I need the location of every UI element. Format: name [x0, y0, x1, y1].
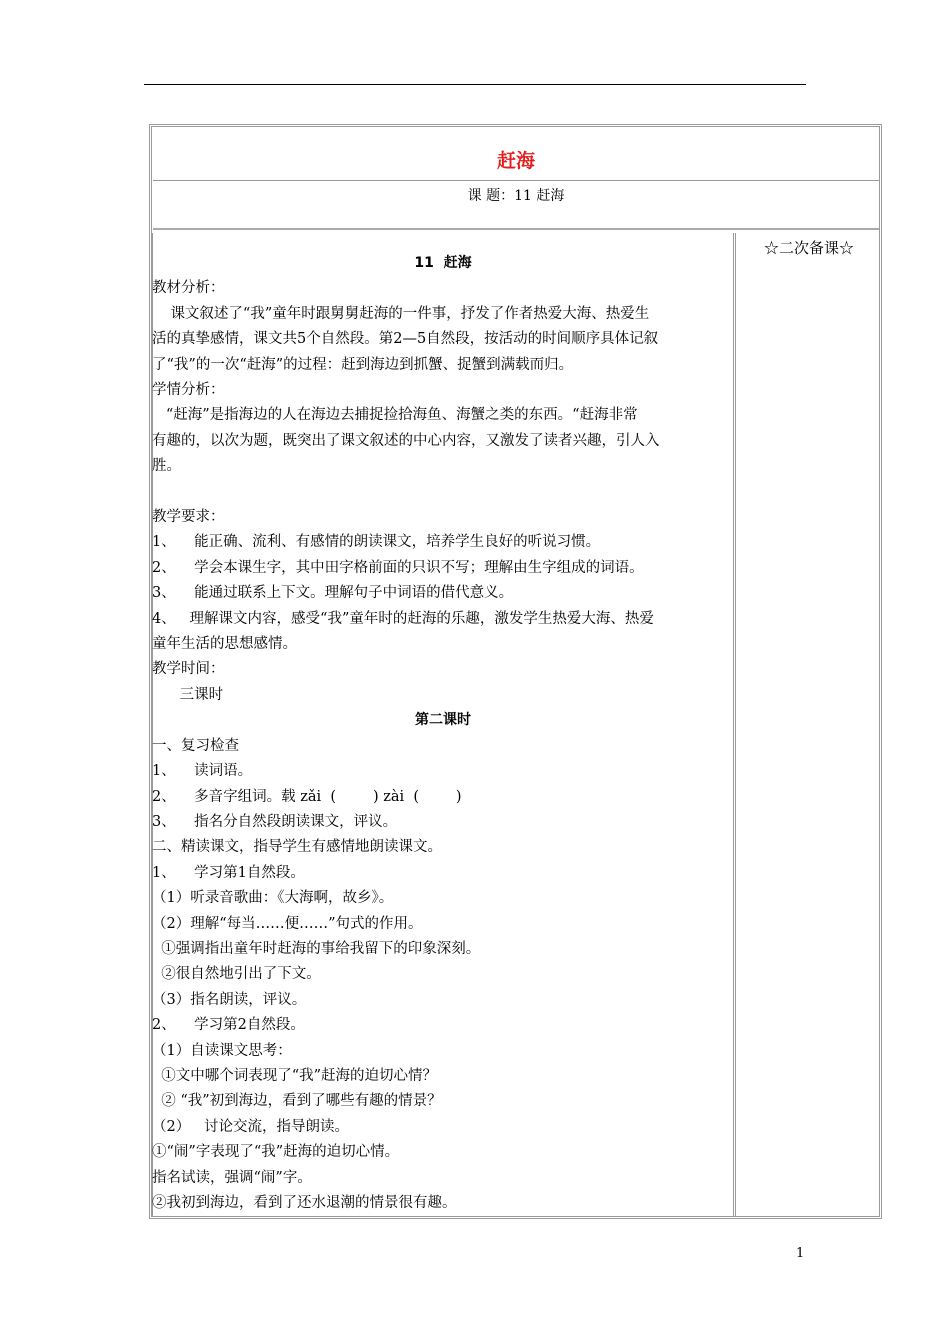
body-line: 1、 能正确、流利、有感情的朗读课文，培养学生良好的听说习惯。	[152, 534, 601, 551]
body-line: 学情分析：	[152, 382, 225, 399]
body-line: 2、 多音字组词。载 zǎi ( ) zài ( )	[152, 788, 462, 805]
body-line: 胜。	[152, 458, 181, 475]
body-line: （1）听录音歌曲：《大海啊，故乡》。	[152, 890, 394, 907]
body-line: 教材分析：	[152, 280, 225, 297]
body-line: 1、 读词语。	[152, 763, 253, 780]
body-line: （1）自读课文思考：	[152, 1042, 292, 1059]
body-line: 2、 学会本课生字，其中田字格前面的只识不写；理解由生字组成的词语。	[152, 559, 644, 576]
side-note: ☆二次备课☆	[763, 239, 854, 257]
body-line: ②很自然地引出了下文。	[152, 966, 321, 983]
body-line: 指名试读，强调“闹”字。	[152, 1169, 312, 1186]
body-line: 二、精读课文，指导学生有感情地朗读课文。	[152, 839, 442, 856]
body-line: 了“我”的一次“赶海”的过程：赶到海边到抓蟹、捉蟹到满载而归。	[152, 356, 574, 373]
body-line	[152, 480, 734, 505]
body-line: 有趣的，以次为题，既突出了课文叙述的中心内容，又激发了读者兴趣，引人入	[152, 432, 660, 449]
body-line: ①文中哪个词表现了“我”赶海的迫切心情？	[152, 1067, 438, 1084]
body-line: 教学时间：	[152, 661, 225, 678]
body-line: 课文叙述了“我”童年时跟舅舅赶海的一件事，抒发了作者热爱大海、热爱生	[152, 305, 650, 322]
body-line: ②我初到海边，看到了还水退潮的情景很有趣。	[152, 1195, 457, 1212]
body-line: ② “我”初到海边，看到了哪些有趣的情景？	[152, 1093, 442, 1110]
lesson-body	[152, 251, 734, 1216]
body-line: 2、 学习第2自然段。	[152, 1017, 305, 1034]
body-line: ①强调指出童年时赶海的事给我留下的印象深刻。	[152, 940, 481, 957]
page-number: 1	[796, 1246, 805, 1261]
body-line: （2） 讨论交流，指导朗读。	[152, 1118, 350, 1135]
body-line: （2）理解“每当……便……”句式的作用。	[152, 915, 423, 932]
subject-cell	[153, 182, 879, 230]
body-line: 4、 理解课文内容，感受“我”童年时的赶海的乐趣，激发学生热爱大海、热爱	[152, 610, 654, 627]
body-line: 教学要求：	[152, 509, 225, 526]
body-line: “赶海”是指海边的人在海边去捕捉捡拾海鱼、海蟹之类的东西。“赶海非常	[152, 407, 638, 424]
document-title: 赶海	[496, 150, 535, 172]
body-line: 一、复习检查	[152, 737, 239, 754]
subject-line: 课 题：11 赶海	[467, 188, 565, 204]
body-line: 活的真挚感情，课文共5个自然段。第2—5自然段，按活动的时间顺序具体记叙	[152, 331, 659, 348]
body-line: 1、 学习第1自然段。	[152, 864, 305, 881]
section-heading: 第二课时	[415, 712, 471, 729]
body-line: 三课时	[152, 686, 224, 703]
body-line: ①“闹”字表现了“我”赶海的迫切心情。	[152, 1144, 400, 1161]
section-heading: 11 赶海	[414, 255, 472, 271]
body-line: 3、 能通过联系上下文。理解句子中词语的借代意义。	[152, 585, 514, 602]
header-rule	[144, 84, 806, 85]
title-cell	[153, 129, 879, 181]
body-line: （3）指名朗读，评议。	[152, 991, 307, 1008]
body-line: 童年生活的思想感情。	[152, 636, 297, 653]
body-line: 3、 指名分自然段朗读课文，评议。	[152, 813, 398, 830]
